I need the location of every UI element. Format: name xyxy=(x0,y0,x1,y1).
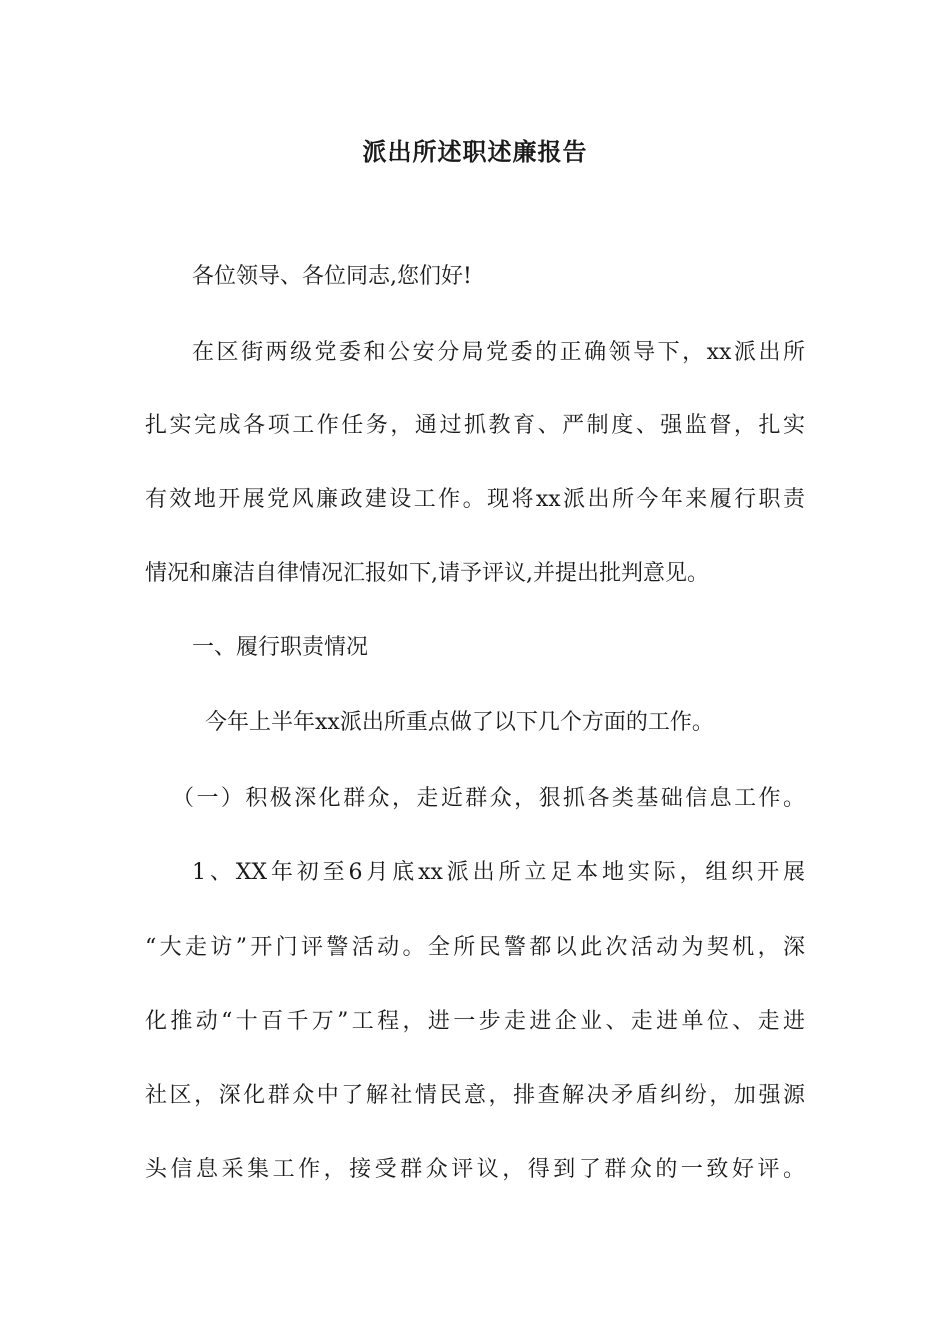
paragraph-line: 化推动“十百千万”工程，进一步走进企业、走进单位、走进 xyxy=(145,1009,805,1034)
document-title: 派出所述职述廉报告 xyxy=(362,137,588,166)
paragraph-line: 有效地开展党风廉政建设工作。现将xx派出所今年来履行职责 xyxy=(145,487,805,512)
paragraph-line: 今年上半年xx派出所重点做了以下几个方面的工作。 xyxy=(205,710,714,735)
paragraph-line: 社区，深化群众中了解社情民意，排查解决矛盾纠纷，加强源 xyxy=(145,1083,805,1108)
salutation: 各位领导、各位同志,您们好! xyxy=(192,264,472,289)
paragraph-line: 情况和廉洁自律情况汇报如下,请予评议,并提出批判意见。 xyxy=(145,561,709,586)
paragraph-line: “大走访”开门评警活动。全所民警都以此次活动为契机，深 xyxy=(145,935,805,960)
paragraph-line: 扎实完成各项工作任务，通过抓教育、严制度、强监督，扎实 xyxy=(145,413,805,438)
paragraph-line: 1、XX年初至6月底xx派出所立足本地实际，组织开展 xyxy=(192,860,805,885)
section-heading: 一、履行职责情况 xyxy=(192,635,369,660)
subsection-heading: （一）积极深化群众，走近群众，狠抓各类基础信息工作。 xyxy=(172,786,805,811)
paragraph-line: 在区街两级党委和公安分局党委的正确领导下，xx派出所 xyxy=(192,340,805,365)
paragraph-line: 头信息采集工作，接受群众评议，得到了群众的一致好评。 xyxy=(145,1157,805,1182)
